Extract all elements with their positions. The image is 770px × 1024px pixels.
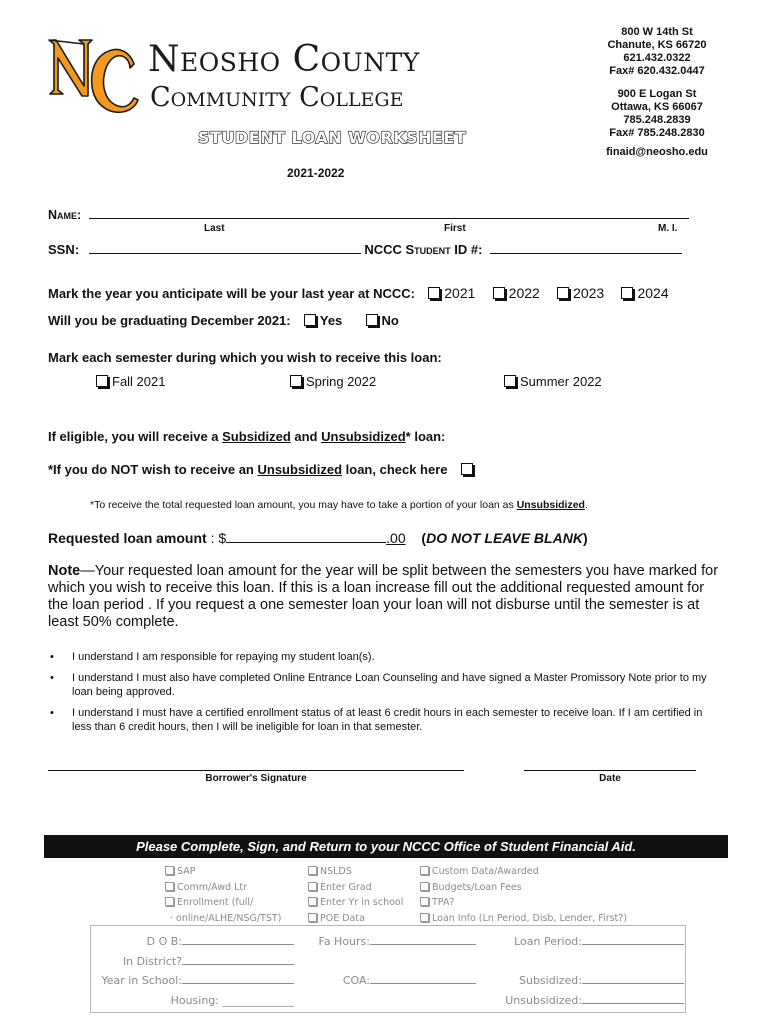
footnote-end: . <box>584 499 588 511</box>
bullet-item <box>50 671 710 699</box>
checklist-item: TPA? <box>432 897 455 908</box>
graduating-yes-label: Yes <box>319 313 343 328</box>
semester-fall <box>96 374 165 389</box>
nslds-checkbox[interactable] <box>308 866 317 875</box>
address-line: 621.432.0322 <box>623 52 691 64</box>
poe-data-checkbox[interactable] <box>308 913 317 922</box>
bullet-text: I understand I must have a certified enrollment status of at least 6 credit hours in each semester to receive loan. If I am certified in less than 6 credit hours, then I will be ineligible for loan in that semester. <box>72 707 703 733</box>
college-name-line1: Neosho County <box>148 39 420 80</box>
year-2022-checkbox[interactable] <box>493 287 505 299</box>
eligibility-line <box>48 429 445 444</box>
address-line: 785.248.2839 <box>623 114 691 126</box>
eligibility-post: * loan: <box>405 429 446 444</box>
enrollment-checkbox[interactable] <box>165 897 174 906</box>
unsubsidized-field[interactable] <box>582 994 684 1004</box>
eligibility-unsubsidized: Unsubsidized <box>321 429 406 444</box>
spring-2022-checkbox[interactable] <box>290 375 302 387</box>
checklist-item: · online/ALHE/NSG/TST) <box>170 912 282 924</box>
semester-label: Spring 2022 <box>306 374 377 389</box>
year-2021-checkbox[interactable] <box>428 287 440 299</box>
address-line: Chanute, KS 66720 <box>607 39 707 51</box>
bullet-text: I understand I am responsible for repaying my student loan(s). <box>72 651 375 663</box>
requested-cents: .00 <box>386 530 406 546</box>
no-unsub-pre: *If you do NOT wish to receive an <box>48 462 254 477</box>
last-year-question: Mark the year you anticipate will be your last year at NCCC: <box>48 286 416 301</box>
name-sub-first: First <box>444 223 466 234</box>
chanute-address <box>590 26 724 78</box>
no-unsub-line <box>48 462 477 477</box>
worksheet-title: STUDENT LOAN WORKSHEET <box>198 128 467 147</box>
in-district-field[interactable] <box>182 955 294 965</box>
office-checklist-col1 <box>165 864 281 926</box>
year-option-label: 2022 <box>508 285 540 301</box>
office-email: finaid@neosho.edu <box>606 146 708 158</box>
award-year: 2021-2022 <box>287 166 345 180</box>
bullet-dot: • <box>50 651 54 663</box>
requested-amount-field[interactable] <box>226 530 386 543</box>
housing-field[interactable]: _____________ <box>222 993 294 1007</box>
ncc-logo <box>46 34 142 118</box>
name-row <box>48 207 689 222</box>
student-id-field[interactable] <box>490 242 682 254</box>
requested-amount-row: Requested loan amount : $ .00 (DO NOT LEAVE BLANK) <box>48 530 588 546</box>
ssn-label: SSN: <box>48 242 80 257</box>
graduating-no-checkbox[interactable] <box>366 314 378 326</box>
address-line: 900 E Logan St <box>617 88 697 100</box>
year-option-label: 2021 <box>444 285 476 301</box>
in-district-label: In District? <box>122 954 182 968</box>
checklist-item: Comm/Awd Ltr <box>177 881 248 893</box>
year-in-school-label: Year in School: <box>101 974 182 987</box>
dob-label: D O B: <box>146 935 182 948</box>
requested-label: Requested loan amount <box>48 530 207 546</box>
footnote-unsubsidized: Unsubsidized <box>516 499 585 511</box>
name-label: Name: <box>48 208 82 222</box>
fa-hours-field[interactable] <box>370 935 476 945</box>
fa-hours-label: Fa Hours: <box>318 935 370 948</box>
college-name-line2: Community College <box>150 82 404 113</box>
date-label: Date <box>599 773 621 784</box>
loan-period-field[interactable] <box>582 935 684 945</box>
checklist-item: NSLDS <box>320 866 352 877</box>
loan-info-checkbox[interactable] <box>420 913 429 922</box>
office-col-middle <box>300 932 476 991</box>
footnote-text: *To receive the total requested loan amount, you may have to take a portion of your loan as <box>90 499 514 511</box>
address-line: Fax# 785.248.2830 <box>609 127 705 139</box>
borrower-signature-label: Borrower's Signature <box>205 773 307 784</box>
bullet-dot: • <box>50 707 54 719</box>
coa-label: COA: <box>342 974 370 987</box>
requested-warning: DO NOT LEAVE BLANK <box>426 530 583 546</box>
note-label: Note <box>48 563 81 579</box>
loan-period-label: Loan Period: <box>514 935 582 948</box>
graduating-row <box>48 313 399 328</box>
year-in-school-field[interactable] <box>182 974 294 984</box>
bullet-text: I understand I must also have completed Online Entrance Loan Counseling and have signed a Master Promissory Note prior to my loan being approved. <box>72 672 707 698</box>
eligibility-subsidized: Subsidized <box>222 429 291 444</box>
coa-field[interactable] <box>370 974 476 984</box>
semester-label: Fall 2021 <box>112 374 166 389</box>
date-line[interactable] <box>524 770 696 771</box>
enter-yr-checkbox[interactable] <box>308 897 317 906</box>
bullet-item <box>50 650 710 664</box>
semesters-question: Mark each semester during which you wish to receive this loan: <box>48 350 442 365</box>
checklist-item: Enter Yr in school <box>320 897 404 908</box>
checklist-item: SAP <box>177 866 196 877</box>
bullet-dot: • <box>50 672 54 684</box>
graduating-yes-checkbox[interactable] <box>304 314 316 326</box>
note-paragraph <box>48 563 728 631</box>
year-option-label: 2023 <box>573 285 605 301</box>
comm-awd-ltr-checkbox[interactable] <box>165 882 174 891</box>
eligibility-and: and <box>294 429 318 444</box>
checklist-item: Budgets/Loan Fees <box>432 881 522 893</box>
office-checklist-col3 <box>420 864 627 926</box>
name-sub-last: Last <box>204 223 225 234</box>
return-banner-text: Please Complete, Sign, and Return to your NCCC Office of Student Financial Aid. <box>136 839 636 854</box>
year-option-label: 2024 <box>637 285 669 301</box>
ssn-field[interactable] <box>89 242 361 254</box>
ottawa-address <box>590 88 724 140</box>
fall-2021-checkbox[interactable] <box>96 375 108 387</box>
address-line: Ottawa, KS 66067 <box>611 101 703 113</box>
office-col-right <box>480 932 684 1010</box>
note-text: —Your requested loan amount for the year will be split between the semesters you have marked for which you wish to receive this loan. If this is a loan increase fill out the additional requested amount for the loan period . If you request a one semester loan your loan will not disburse until the semester is at least 50% complete. <box>48 563 719 630</box>
borrower-signature-line[interactable] <box>48 770 464 771</box>
semester-label: Summer 2022 <box>520 374 602 389</box>
ssn-row <box>48 242 682 257</box>
checklist-item: Enrollment (full/ <box>177 897 254 908</box>
budgets-checkbox[interactable] <box>420 882 429 891</box>
housing-label: Housing: <box>170 993 219 1007</box>
name-sub-mi: M. I. <box>658 223 678 234</box>
requested-sep: : $ <box>206 530 227 546</box>
decline-unsubsidized-checkbox[interactable] <box>461 463 473 475</box>
year-2024-checkbox[interactable] <box>621 287 633 299</box>
summer-2022-checkbox[interactable] <box>504 375 516 387</box>
no-unsub-post: loan, check here <box>345 462 448 477</box>
address-line: Fax# 620.432.0447 <box>609 65 705 77</box>
sap-checkbox[interactable] <box>165 866 174 875</box>
custom-data-checkbox[interactable] <box>420 866 429 875</box>
graduating-no-label: No <box>381 313 399 328</box>
bullet-item <box>50 706 710 734</box>
eligibility-pre: If eligible, you will receive a <box>48 429 219 444</box>
office-checklist-col2 <box>308 864 403 926</box>
tpa-checkbox[interactable] <box>420 897 429 906</box>
checklist-item: Loan Info (Ln Period, Disb, Lender, First?) <box>432 912 628 924</box>
name-field[interactable] <box>89 207 689 219</box>
no-unsub-unsubsidized: Unsubsidized <box>257 462 343 477</box>
checklist-item: POE Data <box>320 912 365 924</box>
bullet-list <box>50 650 710 734</box>
subsidized-label: Subsidized: <box>519 974 582 987</box>
graduating-question: Will you be graduating December 2021: <box>48 313 291 328</box>
address-line: 800 W 14th St <box>621 26 693 38</box>
last-year-row <box>48 285 669 301</box>
return-banner <box>44 835 728 858</box>
dob-field[interactable] <box>182 935 294 945</box>
student-id-label: NCCC Student ID #: <box>364 242 483 257</box>
unsubsidized-label: Unsubsidized: <box>505 993 582 1007</box>
office-col-left <box>98 932 294 1010</box>
semester-spring <box>290 374 376 389</box>
checklist-item: Enter Grad <box>320 881 372 893</box>
semester-summer <box>504 374 602 389</box>
checklist-item: Custom Data/Awarded <box>432 866 539 877</box>
footnote <box>90 499 588 511</box>
enter-grad-checkbox[interactable] <box>308 882 317 891</box>
year-2023-checkbox[interactable] <box>557 287 569 299</box>
subsidized-field[interactable] <box>582 974 684 984</box>
